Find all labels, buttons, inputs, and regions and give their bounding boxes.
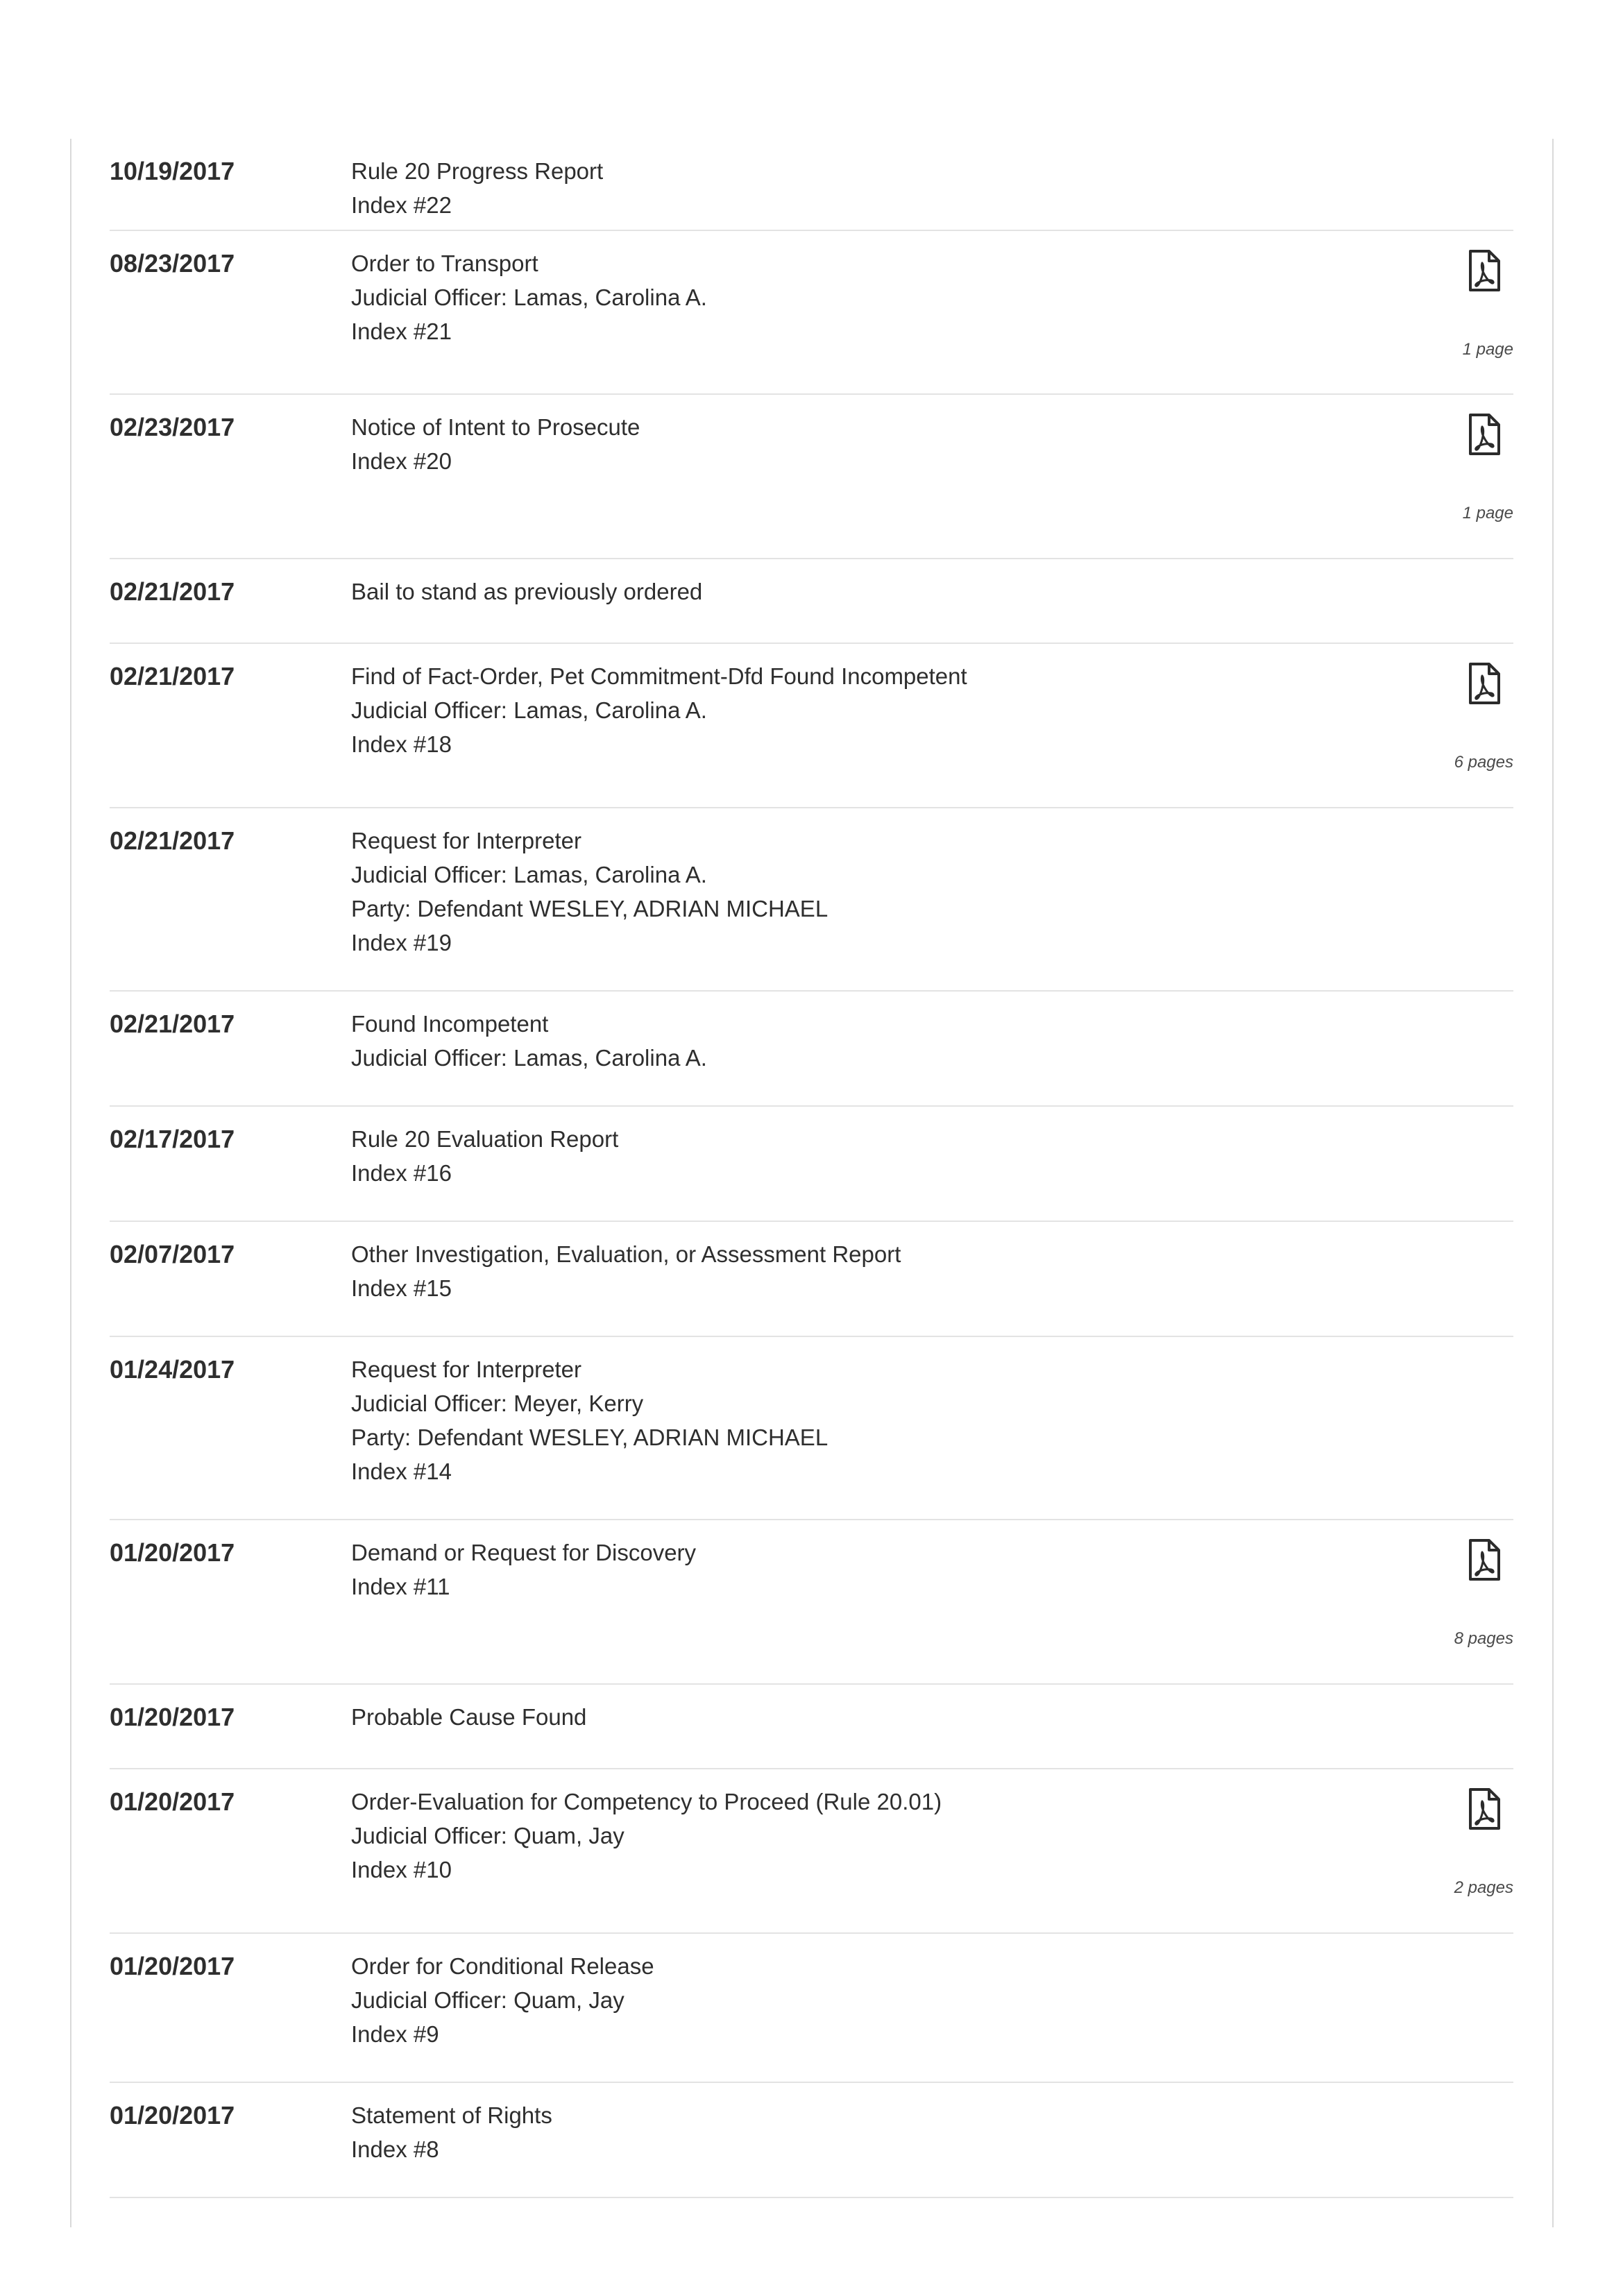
entry-title: Demand or Request for Discovery xyxy=(351,1540,697,1565)
entry-detail-line: Index #14 xyxy=(351,1459,452,1484)
entry-title: Rule 20 Progress Report xyxy=(351,158,604,184)
entry-date: 02/17/2017 xyxy=(110,1125,235,1153)
page-count: 1 page xyxy=(1462,340,1513,359)
entry-details xyxy=(351,1237,1513,1305)
entry-detail-line: Index #20 xyxy=(351,448,452,474)
entry-detail-line: Index #21 xyxy=(351,318,452,344)
entry-title: Notice of Intent to Prosecute xyxy=(351,414,640,440)
entry-date: 02/07/2017 xyxy=(110,1240,235,1268)
docket-entry xyxy=(110,1337,1513,1520)
entry-detail-line: Index #16 xyxy=(351,1160,452,1186)
entry-detail-line: Judicial Officer: Meyer, Kerry xyxy=(351,1391,644,1416)
entry-details xyxy=(351,1536,1513,1604)
entry-detail-line: Judicial Officer: Lamas, Carolina A. xyxy=(351,697,707,723)
entry-title: Statement of Rights xyxy=(351,2102,552,2128)
entry-title: Order-Evaluation for Competency to Proceed (Rule 20.01) xyxy=(351,1789,942,1814)
entry-date: 01/20/2017 xyxy=(110,2101,235,2129)
entry-details xyxy=(351,2098,1513,2166)
entry-date: 02/21/2017 xyxy=(110,577,235,606)
entry-detail-line: Judicial Officer: Quam, Jay xyxy=(351,1823,624,1848)
entry-detail-line: Index #9 xyxy=(351,2021,439,2047)
entry-details xyxy=(351,1949,1513,2051)
entry-title: Request for Interpreter xyxy=(351,828,581,853)
pdf-document-icon[interactable] xyxy=(1468,662,1501,705)
entry-date: 01/20/2017 xyxy=(110,1703,235,1731)
entry-details xyxy=(351,1122,1513,1190)
entry-detail-line: Index #11 xyxy=(351,1574,450,1599)
entry-detail-line: Index #8 xyxy=(351,2136,439,2162)
docket-entry xyxy=(110,992,1513,1107)
docket-entry xyxy=(110,559,1513,644)
entry-detail-line: Judicial Officer: Quam, Jay xyxy=(351,1987,624,2013)
docket-entry xyxy=(110,1107,1513,1222)
entry-details xyxy=(351,1007,1513,1075)
entry-title: Rule 20 Evaluation Report xyxy=(351,1126,619,1152)
docket-entry xyxy=(110,395,1513,559)
entry-document xyxy=(1402,644,1513,807)
entry-details xyxy=(351,1352,1513,1488)
entry-date: 01/20/2017 xyxy=(110,1952,235,1980)
docket-entry xyxy=(110,139,1513,231)
docket-entry xyxy=(110,1222,1513,1337)
entry-detail-line: Index #18 xyxy=(351,731,452,757)
entry-document xyxy=(1402,1769,1513,1932)
docket-entry xyxy=(110,1685,1513,1769)
docket-entry xyxy=(110,2083,1513,2198)
pdf-document-icon[interactable] xyxy=(1468,413,1501,456)
entry-detail-line: Index #15 xyxy=(351,1275,452,1301)
entry-title: Found Incompetent xyxy=(351,1011,549,1037)
docket-entry xyxy=(110,644,1513,808)
pdf-document-icon[interactable] xyxy=(1468,1538,1501,1581)
page-count: 2 pages xyxy=(1454,1878,1513,1897)
entry-title: Order for Conditional Release xyxy=(351,1953,654,1979)
entry-date: 08/23/2017 xyxy=(110,249,235,278)
docket-entry xyxy=(110,1520,1513,1685)
entry-date: 02/21/2017 xyxy=(110,1010,235,1038)
entry-document xyxy=(1402,395,1513,558)
entry-date: 02/21/2017 xyxy=(110,826,235,855)
entry-date: 01/20/2017 xyxy=(110,1538,235,1567)
entry-detail-line: Index #19 xyxy=(351,930,452,955)
entry-date: 01/20/2017 xyxy=(110,1787,235,1816)
entry-details xyxy=(351,1700,1513,1734)
page-count: 6 pages xyxy=(1454,753,1513,772)
entry-title: Probable Cause Found xyxy=(351,1704,587,1730)
entry-date: 10/19/2017 xyxy=(110,157,235,185)
entry-details xyxy=(351,575,1513,609)
entry-details xyxy=(351,659,1513,761)
entry-title: Find of Fact-Order, Pet Commitment-Dfd Found Incompetent xyxy=(351,663,967,689)
entry-detail-line: Judicial Officer: Lamas, Carolina A. xyxy=(351,284,707,310)
entry-detail-line: Judicial Officer: Lamas, Carolina A. xyxy=(351,1045,707,1071)
entry-details xyxy=(351,246,1513,348)
entry-details xyxy=(351,154,1513,222)
entry-detail-line: Party: Defendant WESLEY, ADRIAN MICHAEL xyxy=(351,896,829,921)
page-count: 8 pages xyxy=(1454,1629,1513,1648)
docket-entry xyxy=(110,231,1513,395)
entry-details xyxy=(351,1785,1513,1887)
entry-title: Order to Transport xyxy=(351,250,538,276)
docket-entry xyxy=(110,808,1513,992)
entry-date: 02/21/2017 xyxy=(110,662,235,690)
entry-detail-line: Index #22 xyxy=(351,192,452,218)
pdf-document-icon[interactable] xyxy=(1468,1787,1501,1830)
entry-date: 02/23/2017 xyxy=(110,413,235,441)
page-count: 1 page xyxy=(1462,504,1513,522)
entry-date: 01/24/2017 xyxy=(110,1355,235,1384)
case-events-list xyxy=(110,139,1513,2198)
entry-title: Request for Interpreter xyxy=(351,1357,581,1382)
entry-detail-line: Party: Defendant WESLEY, ADRIAN MICHAEL xyxy=(351,1425,829,1450)
entry-details xyxy=(351,410,1513,478)
entry-document xyxy=(1402,231,1513,393)
entry-title: Other Investigation, Evaluation, or Assessment Report xyxy=(351,1241,901,1267)
entry-document xyxy=(1402,1520,1513,1683)
entry-details xyxy=(351,824,1513,960)
docket-entry xyxy=(110,1934,1513,2083)
entry-detail-line: Index #10 xyxy=(351,1857,452,1882)
entry-detail-line: Judicial Officer: Lamas, Carolina A. xyxy=(351,862,707,887)
entry-title: Bail to stand as previously ordered xyxy=(351,579,703,604)
pdf-document-icon[interactable] xyxy=(1468,249,1501,292)
docket-entry xyxy=(110,1769,1513,1934)
